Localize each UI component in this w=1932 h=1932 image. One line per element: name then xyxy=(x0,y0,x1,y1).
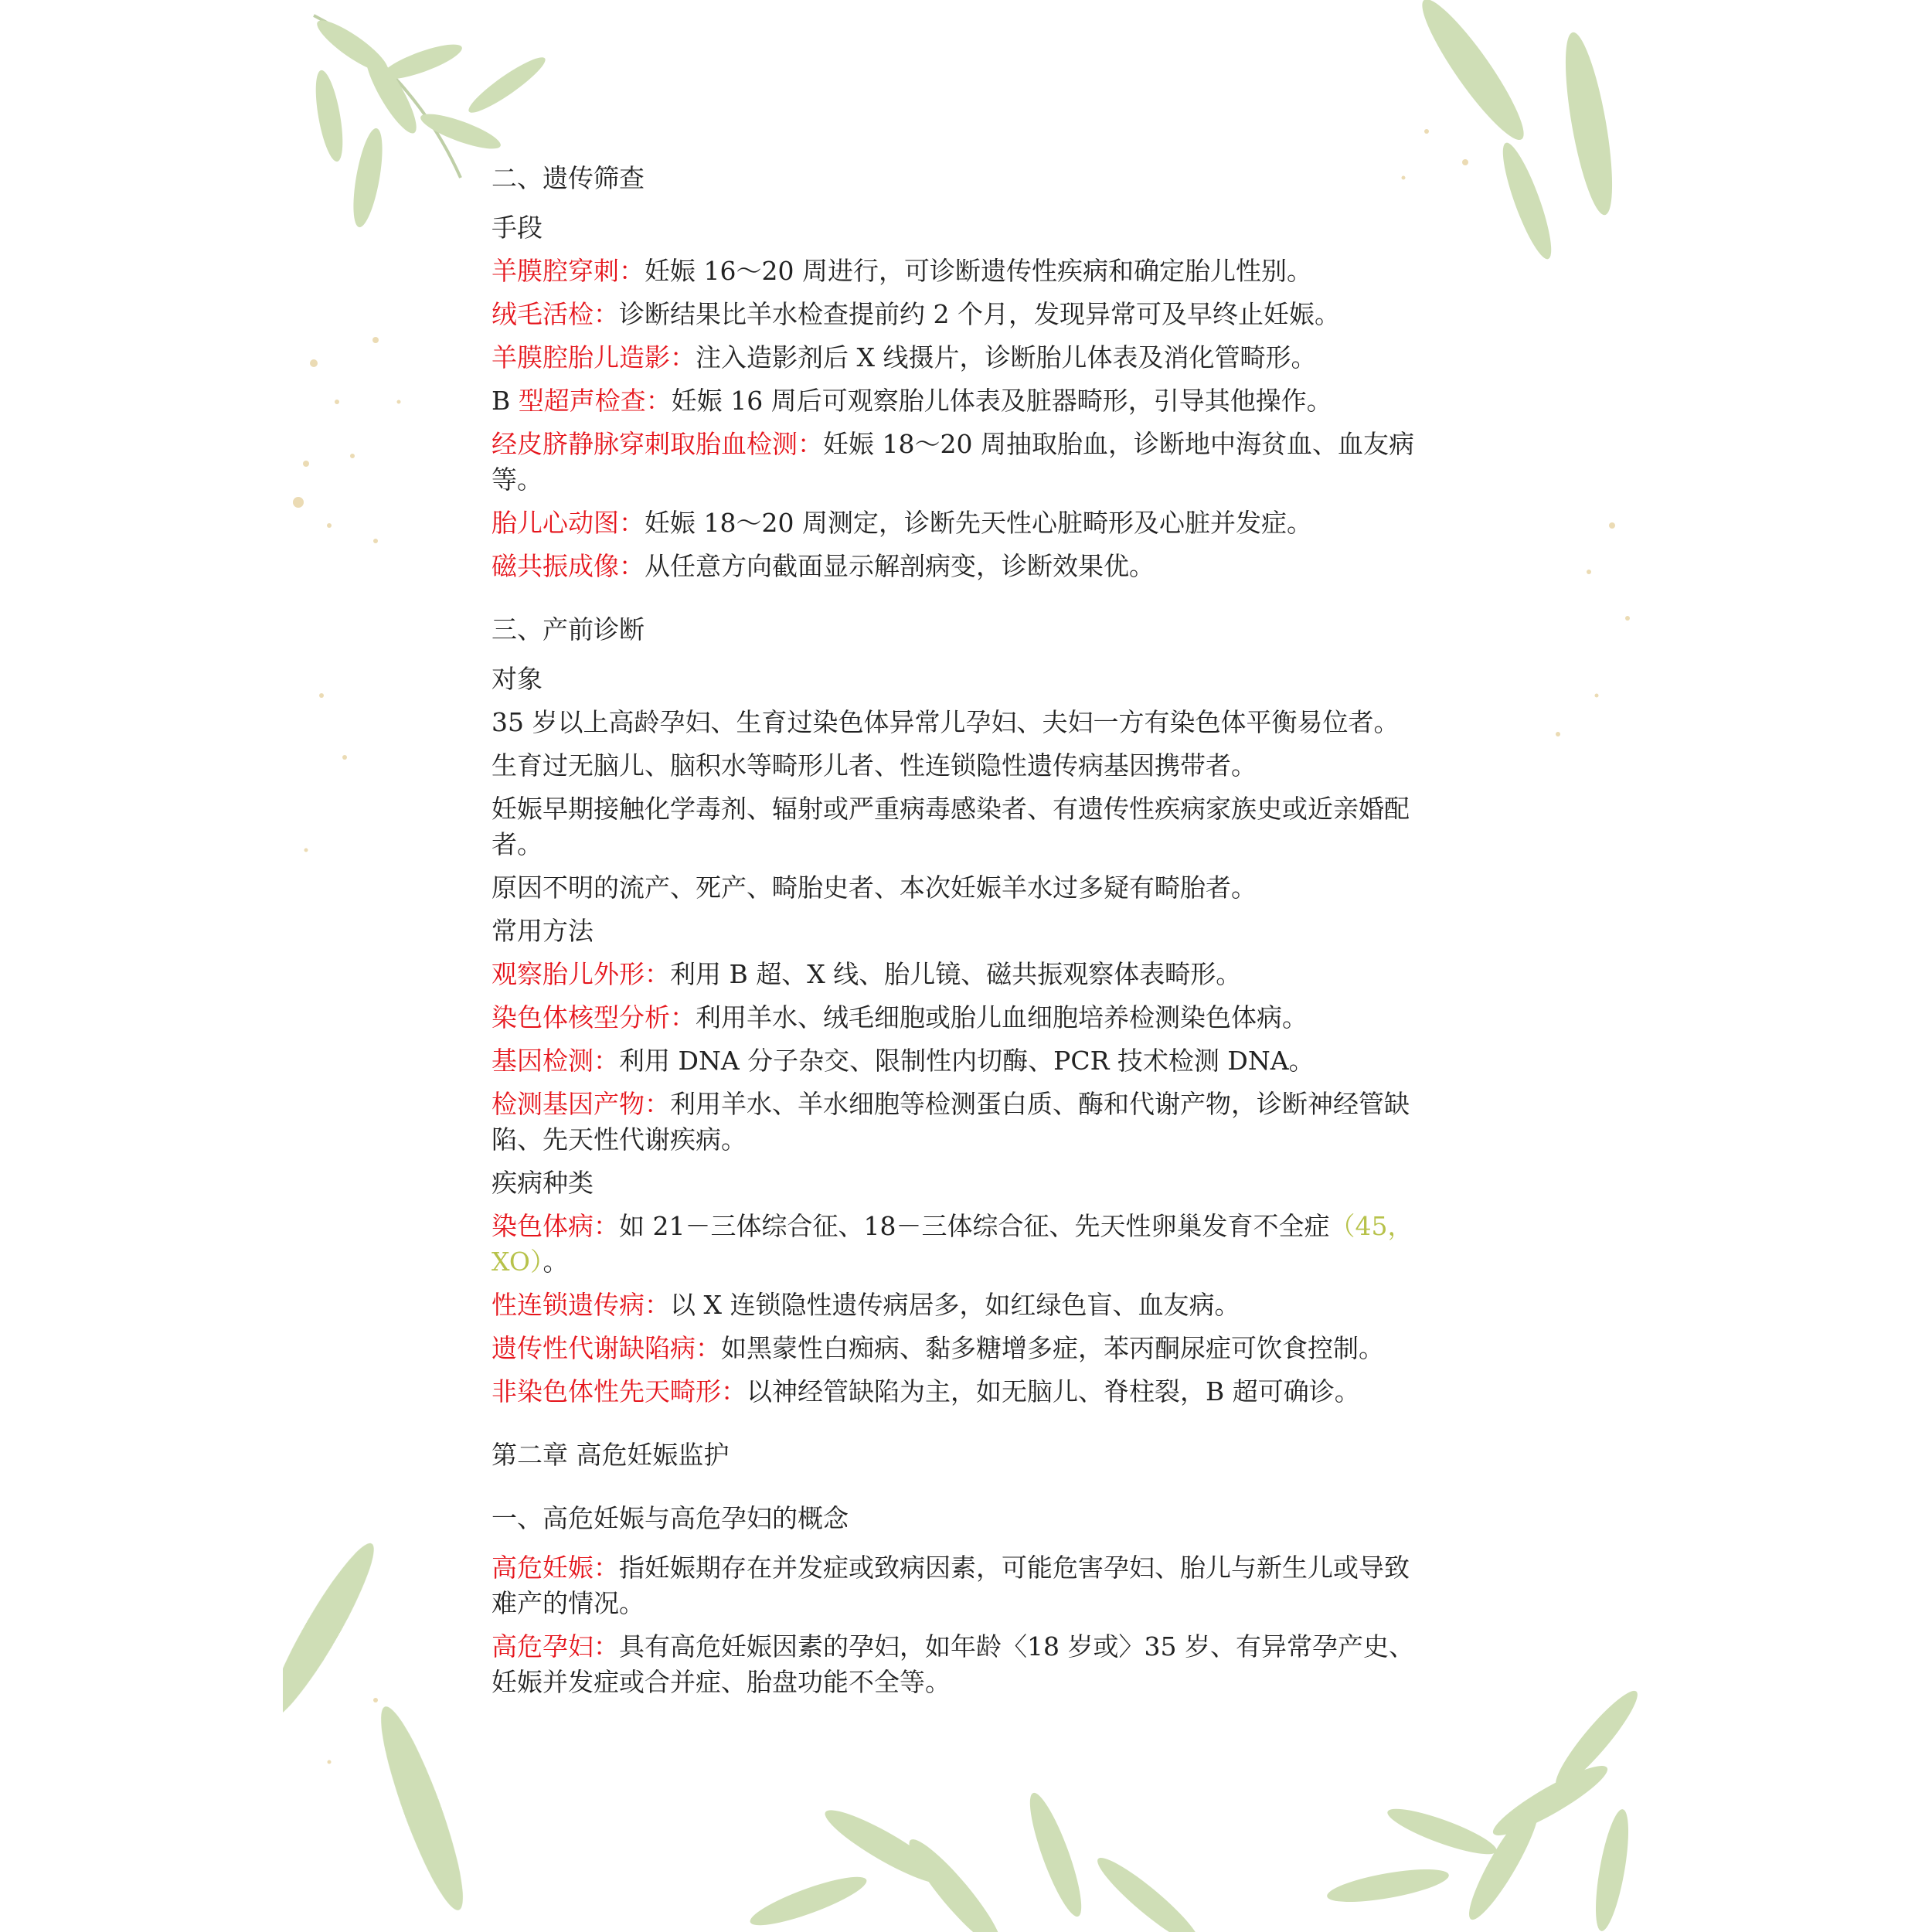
key-term: 绒毛活检： xyxy=(492,299,619,329)
term-description: 如 21－三体综合征、18－三体综合征、先天性卵巢发育不全症 xyxy=(619,1211,1330,1241)
definition-item xyxy=(492,1629,1419,1700)
definition-item xyxy=(492,253,1419,289)
term-description: 如黑蒙性白痴病、黏多糖增多症，苯丙酮尿症可饮食控制。 xyxy=(721,1333,1384,1363)
key-term: 羊膜腔胎儿造影： xyxy=(492,342,696,372)
section-heading: 一、高危妊娠与高危孕妇的概念 xyxy=(492,1503,849,1533)
definition-item xyxy=(492,1087,1419,1158)
key-term: 高危妊娠： xyxy=(492,1553,619,1583)
term-description: 妊娠 16 周后可观察胎儿体表及脏器畸形，引导其他操作。 xyxy=(671,386,1332,416)
term-description: 指妊娠期存在并发症或致病因素，可能危害孕妇、胎儿与新生儿或导致难产的情况。 xyxy=(492,1553,1410,1618)
term-description: 利用 DNA 分子杂交、限制性内切酶、PCR 技术检测 DNA。 xyxy=(619,1046,1315,1076)
document-content xyxy=(492,161,1419,1708)
paragraph: 35 岁以上高龄孕妇、生育过染色体异常儿孕妇、夫妇一方有染色体平衡易位者。 xyxy=(492,707,1400,737)
key-term: 非染色体性先天畸形： xyxy=(492,1376,747,1406)
leaf-icon xyxy=(1589,1807,1634,1932)
term-description: 注入造影剂后 X 线摄片，诊断胎儿体表及消化管畸形。 xyxy=(696,342,1317,372)
definition-item xyxy=(492,549,1419,584)
leaf-icon xyxy=(900,1831,1010,1932)
term-description: 利用 B 超、X 线、胎儿镜、磁共振观察体表畸形。 xyxy=(670,959,1242,989)
definition-item xyxy=(492,1287,1419,1323)
section-heading: 三、产前诊断 xyxy=(492,614,645,645)
key-term: 染色体核型分析： xyxy=(492,1002,696,1032)
leaf-icon xyxy=(1556,29,1621,218)
definition-item xyxy=(492,1000,1419,1036)
definition-item xyxy=(492,1209,1419,1280)
leaf-icon xyxy=(379,38,465,86)
leaf-icon xyxy=(1090,1849,1207,1932)
leaf-icon xyxy=(464,51,550,119)
key-term: 观察胎儿外形： xyxy=(492,959,670,989)
section-heading: 二、遗传筛查 xyxy=(492,163,645,193)
subheading: 对象 xyxy=(492,664,543,694)
leaf-icon xyxy=(1383,1801,1500,1862)
definition-item xyxy=(492,1374,1419,1410)
key-term: 高危孕妇： xyxy=(492,1631,619,1662)
leaf-icon xyxy=(1487,1757,1614,1845)
leaf-icon xyxy=(283,1535,386,1726)
definition-item xyxy=(492,297,1419,332)
leaf-icon xyxy=(311,68,348,163)
leaf-icon xyxy=(1325,1862,1451,1908)
term-description: 从任意方向截面显示解剖病变，诊断效果优。 xyxy=(645,551,1155,581)
key-term: 羊膜腔穿刺： xyxy=(492,256,645,286)
leaf-icon xyxy=(1410,0,1536,149)
key-term: 磁共振成像： xyxy=(492,551,645,581)
leaf-icon xyxy=(1495,138,1560,263)
chapter-title: 第二章 高危妊娠监护 xyxy=(492,1440,730,1470)
term-prefix: B xyxy=(492,386,519,416)
term-description: 诊断结果比羊水检查提前约 2 个月，发现异常可及早终止妊娠。 xyxy=(619,299,1340,329)
key-term: 型超声检查： xyxy=(518,386,672,416)
key-term: 经皮脐静脉穿刺取胎血检测： xyxy=(492,429,823,459)
key-term: 基因检测： xyxy=(492,1046,619,1076)
paragraph: 妊娠早期接触化学毒剂、辐射或严重病毒感染者、有遗传性疾病家族史或近亲婚配者。 xyxy=(492,794,1410,859)
leaf-icon xyxy=(368,1700,477,1917)
definition-item xyxy=(492,427,1419,498)
term-description: 以 X 连锁隐性遗传病居多，如红绿色盲、血友病。 xyxy=(670,1290,1240,1320)
subheading: 疾病种类 xyxy=(492,1168,594,1198)
key-term: 染色体病： xyxy=(492,1211,619,1241)
term-description: 利用羊水、绒毛细胞或胎儿血细胞培养检测染色体病。 xyxy=(696,1002,1308,1032)
term-description: 妊娠 16～20 周进行，可诊断遗传性疾病和确定胎儿性别。 xyxy=(645,256,1312,286)
definition-item xyxy=(492,957,1419,992)
paragraph: 生育过无脑儿、脑积水等畸形儿者、性连锁隐性遗传病基因携带者。 xyxy=(492,750,1257,781)
key-term: 胎儿心动图： xyxy=(492,508,645,538)
document-page xyxy=(283,0,1651,1932)
leaf-icon xyxy=(1021,1788,1090,1920)
term-description: 以神经管缺陷为主，如无脑儿、脊柱裂，B 超可确诊。 xyxy=(747,1376,1360,1406)
key-term: 遗传性代谢缺陷病： xyxy=(492,1333,721,1363)
term-description: 利用羊水、羊水细胞等检测蛋白质、酶和代谢产物，诊断神经管缺陷、先天性代谢疾病。 xyxy=(492,1089,1410,1155)
subheading: 常用方法 xyxy=(492,916,594,946)
definition-item xyxy=(492,383,1419,419)
leaf-icon xyxy=(348,126,388,229)
term-description: 具有高危妊娠因素的孕妇，如年龄〈18 岁或〉35 岁、有异常孕产史、妊娠并发症或合并症、胎盘功能不全等。 xyxy=(492,1631,1414,1697)
definition-item xyxy=(492,1550,1419,1621)
definition-item xyxy=(492,1331,1419,1366)
definition-item xyxy=(492,340,1419,376)
term-description: 妊娠 18～20 周测定，诊断先天性心脏畸形及心脏并发症。 xyxy=(645,508,1312,538)
definition-item xyxy=(492,1043,1419,1079)
karyotype-note: （45，XO） xyxy=(492,1211,1413,1277)
paragraph: 原因不明的流产、死产、畸胎史者、本次妊娠羊水过多疑有畸胎者。 xyxy=(492,872,1257,903)
subheading: 手段 xyxy=(492,213,543,243)
term-tail: 。 xyxy=(543,1247,569,1277)
leaf-icon xyxy=(746,1869,870,1932)
definition-item xyxy=(492,505,1419,541)
key-term: 性连锁遗传病： xyxy=(492,1290,670,1320)
term-description: 妊娠 18～20 周抽取胎血，诊断地中海贫血、血友病等。 xyxy=(492,429,1414,495)
leaf-icon xyxy=(417,107,504,155)
key-term: 检测基因产物： xyxy=(492,1089,670,1119)
